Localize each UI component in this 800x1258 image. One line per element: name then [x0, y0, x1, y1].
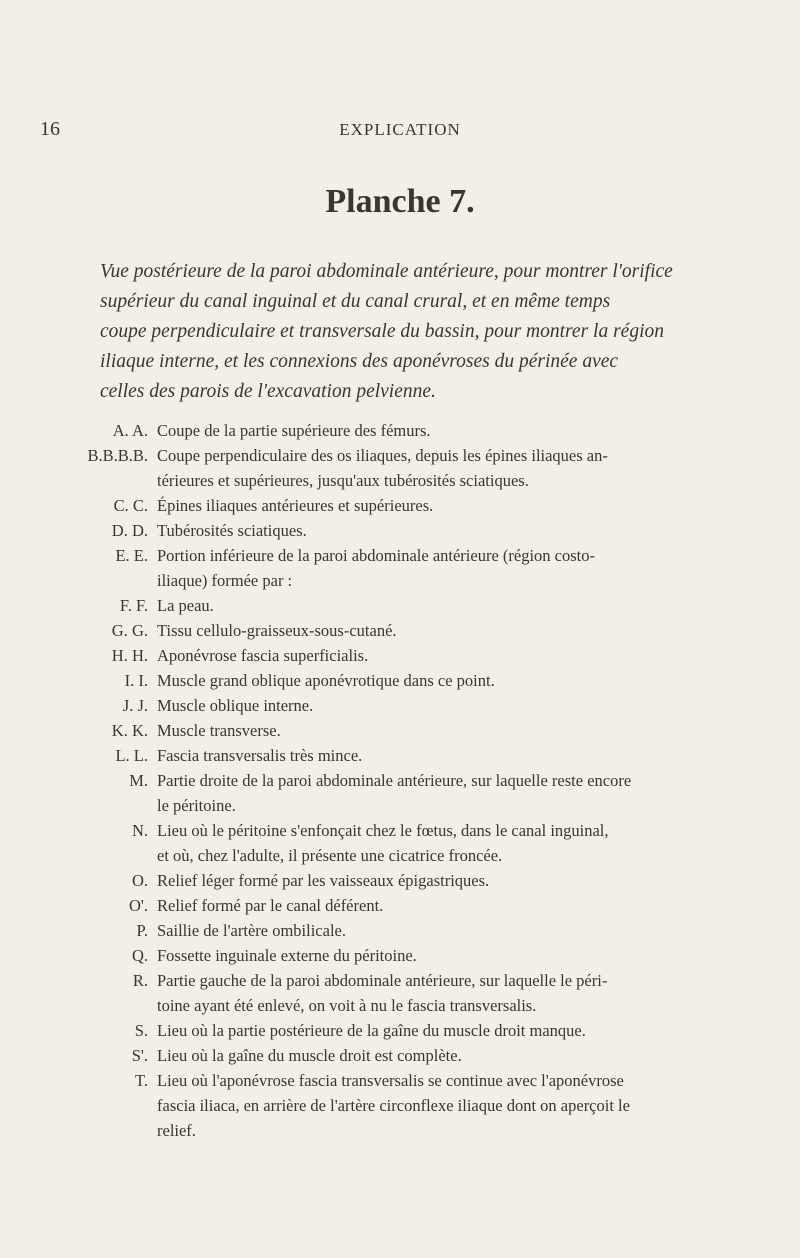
legend-description-line: Saillie de l'artère ombilicale.	[157, 921, 346, 940]
legend-description-line: Lieu où la partie postérieure de la gaîne du muscle droit manque.	[157, 1021, 586, 1040]
legend-key: E. E.	[115, 546, 148, 565]
legend-key: Q.	[131, 946, 148, 965]
legend-key: C. C.	[113, 496, 148, 515]
legend-description-line: le péritoine.	[157, 796, 236, 815]
legend-item	[0, 443, 800, 493]
legend-description-line: Muscle transverse.	[157, 721, 281, 740]
caption-line: coupe perpendiculaire et transversale du bassin, pour montrer la région	[100, 321, 664, 342]
legend-key: L. L.	[115, 746, 148, 765]
legend-description	[157, 693, 747, 718]
legend-item	[0, 943, 800, 968]
legend-key: F. F.	[119, 596, 148, 615]
legend-description	[157, 668, 747, 693]
legend-key: M.	[129, 771, 148, 790]
legend-item	[0, 618, 800, 643]
legend-description-line: La peau.	[157, 596, 214, 615]
legend-key: J. J.	[122, 696, 148, 715]
legend-description-line: Fossette inguinale externe du péritoine.	[157, 946, 417, 965]
legend-description	[157, 1068, 747, 1143]
legend-description-line: Portion inférieure de la paroi abdominale antérieure (région costo-	[157, 546, 595, 565]
legend-item	[0, 593, 800, 618]
legend-description-line: toine ayant été enlevé, on voit à nu le fascia transversalis.	[157, 996, 537, 1015]
legend-item	[0, 1043, 800, 1068]
legend-description-line: Muscle grand oblique aponévrotique dans ce point.	[157, 671, 495, 690]
plate-title: Planche 7.	[325, 183, 475, 220]
legend-description-line: térieures et supérieures, jusqu'aux tubérosités sciatiques.	[157, 471, 529, 490]
legend-description-line: Partie gauche de la paroi abdominale antérieure, sur laquelle le péri-	[157, 971, 608, 990]
caption-line: iliaque interne, et les connexions des aponévroses du périnée avec	[100, 351, 619, 372]
legend-key: T.	[135, 1071, 148, 1090]
legend-description	[157, 418, 747, 443]
legend-description-line: iliaque) formée par :	[157, 571, 293, 590]
legend-item	[0, 718, 800, 743]
caption-line: Vue postérieure de la paroi abdominale antérieure, pour montrer l'orifice	[100, 261, 673, 282]
legend-item	[0, 968, 800, 1018]
legend-item	[0, 893, 800, 918]
legend-key: G. G.	[111, 621, 148, 640]
legend-item	[0, 1068, 800, 1143]
legend-item	[0, 668, 800, 693]
legend-item	[0, 868, 800, 893]
legend-description	[157, 818, 747, 868]
legend-key: I. I.	[124, 671, 148, 690]
legend-description-line: Tubérosités sciatiques.	[157, 521, 307, 540]
legend-key: R.	[132, 971, 148, 990]
legend-description-line: Fascia transversalis très mince.	[157, 746, 363, 765]
legend-description-line: Aponévrose fascia superficialis.	[157, 646, 369, 665]
legend-item	[0, 493, 800, 518]
legend-description	[157, 943, 747, 968]
legend-description-line: fascia iliaca, en arrière de l'artère circonflexe iliaque dont on aperçoit le	[157, 1096, 630, 1115]
legend-description-line: relief.	[157, 1121, 196, 1140]
plate-caption	[100, 257, 750, 407]
legend-item	[0, 743, 800, 768]
caption-line: celles des parois de l'excavation pelvienne.	[100, 381, 436, 402]
legend-item	[0, 418, 800, 443]
page-number: 16	[40, 118, 60, 140]
legend-item	[0, 818, 800, 868]
legend-description	[157, 618, 747, 643]
legend-description	[157, 493, 747, 518]
legend-key: K. K.	[111, 721, 148, 740]
legend-description-line: Muscle oblique interne.	[157, 696, 314, 715]
legend-key: O'.	[128, 896, 148, 915]
legend-description-line: Partie droite de la paroi abdominale antérieure, sur laquelle reste encore	[157, 771, 632, 790]
legend-list	[0, 418, 800, 1143]
legend-description	[157, 868, 747, 893]
legend-key: B.B.B.B.	[87, 446, 148, 465]
legend-description	[157, 443, 747, 493]
legend-description	[157, 1018, 747, 1043]
legend-description-line: Coupe de la partie supérieure des fémurs.	[157, 421, 431, 440]
legend-description	[157, 543, 747, 593]
legend-description	[157, 968, 747, 1018]
legend-description-line: Tissu cellulo-graisseux-sous-cutané.	[157, 621, 397, 640]
legend-item	[0, 693, 800, 718]
legend-description	[157, 893, 747, 918]
legend-key: O.	[131, 871, 148, 890]
legend-key: S.	[134, 1021, 148, 1040]
legend-item	[0, 918, 800, 943]
legend-key: P.	[136, 921, 148, 940]
legend-key: N.	[131, 821, 148, 840]
legend-item	[0, 518, 800, 543]
legend-item	[0, 768, 800, 818]
legend-item	[0, 1018, 800, 1043]
legend-description-line: Coupe perpendiculaire des os iliaques, depuis les épines iliaques an-	[157, 446, 608, 465]
legend-key: H. H.	[111, 646, 148, 665]
legend-description	[157, 768, 747, 818]
legend-description	[157, 518, 747, 543]
legend-description	[157, 593, 747, 618]
legend-description-line: Relief formé par le canal déférent.	[157, 896, 384, 915]
legend-key: A. A.	[112, 421, 148, 440]
legend-item	[0, 543, 800, 593]
legend-description	[157, 643, 747, 668]
legend-description	[157, 718, 747, 743]
legend-key: S'.	[131, 1046, 148, 1065]
legend-description-line: Lieu où le péritoine s'enfonçait chez le fœtus, dans le canal inguinal,	[157, 821, 609, 840]
running-head: EXPLICATION	[339, 120, 461, 139]
legend-description-line: et où, chez l'adulte, il présente une cicatrice froncée.	[157, 846, 503, 865]
legend-description	[157, 1043, 747, 1068]
legend-description-line: Lieu où l'aponévrose fascia transversalis se continue avec l'aponévrose	[157, 1071, 624, 1090]
legend-item	[0, 643, 800, 668]
legend-description-line: Lieu où la gaîne du muscle droit est complète.	[157, 1046, 462, 1065]
caption-line: supérieur du canal inguinal et du canal crural, et en même temps	[100, 291, 611, 312]
legend-key: D. D.	[111, 521, 148, 540]
legend-description-line: Relief léger formé par les vaisseaux épigastriques.	[157, 871, 490, 890]
legend-description-line: Épines iliaques antérieures et supérieures.	[157, 496, 434, 515]
legend-description	[157, 918, 747, 943]
legend-description	[157, 743, 747, 768]
